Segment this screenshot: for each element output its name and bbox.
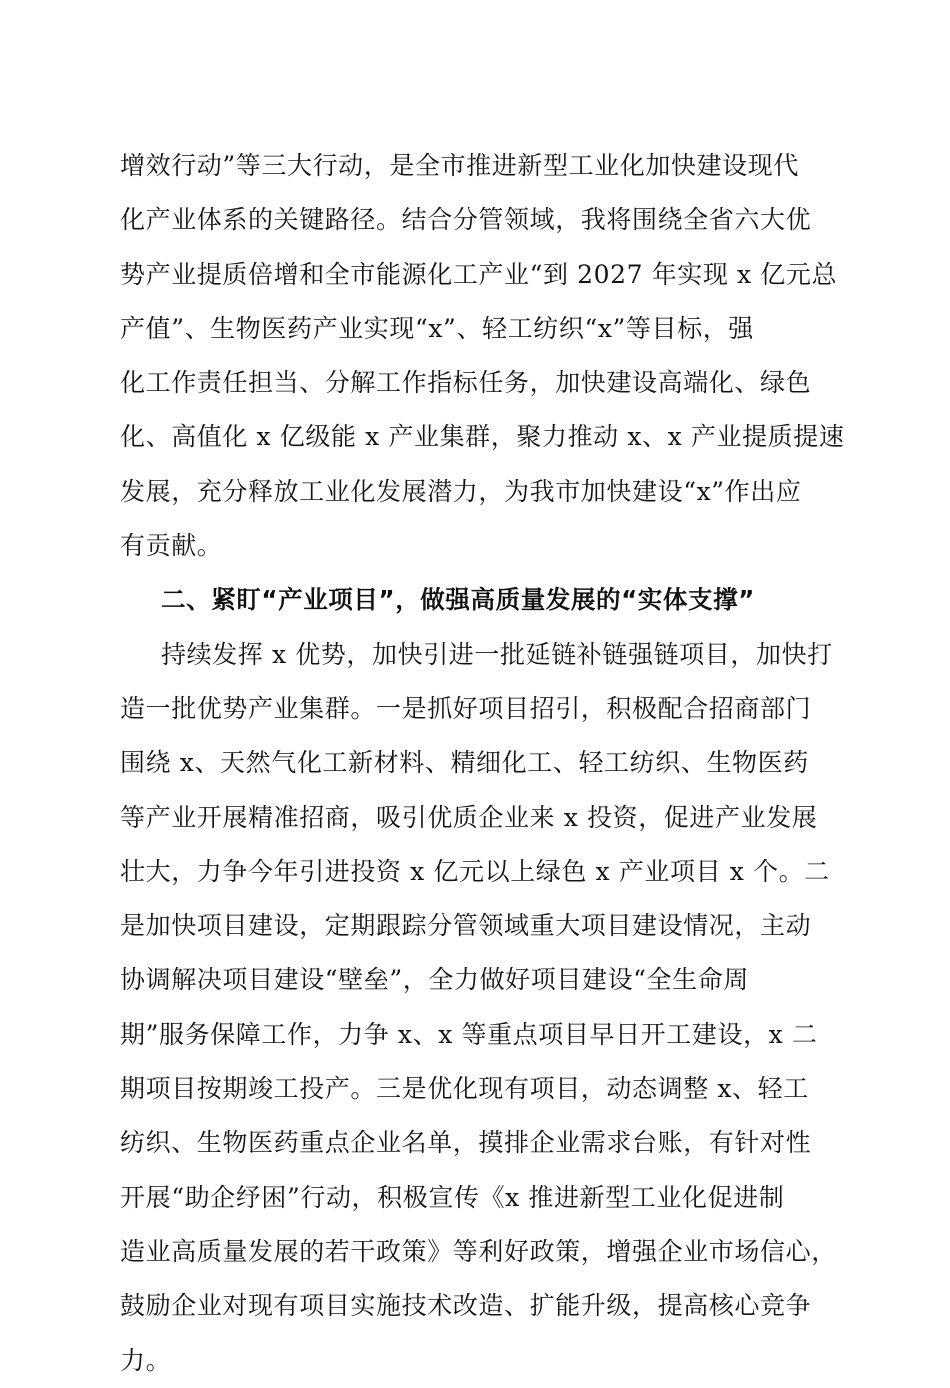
paragraph-line: 化工作责任担当、分解工作指标任务，加快建设高端化、绿色 — [120, 368, 812, 398]
paragraph-line: 等产业开展精准招商，吸引优质企业来 x 投资，促进产业发展 — [120, 802, 818, 832]
paragraph-line: 造业高质量发展的若干政策》等利好政策，增强企业市场信心， — [120, 1236, 837, 1266]
paragraph-line: 开展“助企纾困”行动，积极宣传《x 推进新型工业化促进制 — [120, 1182, 785, 1212]
section-heading: 二、紧盯“产业项目”，做强高质量发展的“实体支撑” — [161, 585, 755, 615]
paragraph-line: 化、高值化 x 亿级能 x 产业集群，聚力推动 x、x 产业提质提速 — [120, 422, 845, 452]
paragraph-line: 鼓励企业对现有项目实施技术改造、扩能升级，提高核心竞争 — [120, 1291, 812, 1321]
paragraph-line: 有贡献。 — [120, 531, 223, 561]
paragraph-line: 纺织、生物医药重点企业名单，摸排企业需求台账，有针对性 — [120, 1128, 812, 1158]
document-body — [120, 139, 845, 1388]
paragraph-2 — [120, 628, 837, 1388]
paragraph-line: 造一批优势产业集群。一是抓好项目招引，积极配合招商部门 — [120, 693, 812, 723]
paragraph-1 — [120, 139, 845, 573]
paragraph-line: 围绕 x、天然气化工新材料、精细化工、轻工纺织、生物医药 — [120, 748, 809, 778]
paragraph-line: 化产业体系的关键路径。结合分管领域，我将围绕全省六大优 — [120, 205, 812, 235]
paragraph-line: 增效行动”等三大行动，是全市推进新型工业化加快建设现代 — [120, 151, 799, 180]
paragraph-line: 壮大，力争今年引进投资 x 亿元以上绿色 x 产业项目 x 个。二 — [120, 856, 830, 886]
paragraph-line: 期项目按期竣工投产。三是优化现有项目，动态调整 x、轻工 — [120, 1074, 809, 1104]
paragraph-line: 是加快项目建设，定期跟踪分管领域重大项目建设情况，主动 — [120, 911, 812, 941]
paragraph-line: 发展，充分释放工业化发展潜力，为我市加快建设“x”作出应 — [120, 476, 802, 506]
paragraph-line: 力。 — [120, 1345, 172, 1375]
paragraph-line: 产值”、生物医药产业实现“x”、轻工纺织“x”等目标，强 — [120, 313, 754, 343]
paragraph-line: 期”服务保障工作，力争 x、x 等重点项目早日开工建设，x 二 — [120, 1019, 818, 1049]
paragraph-line: 持续发挥 x 优势，加快引进一批延链补链强链项目，加快打 — [161, 639, 833, 669]
paragraph-line: 协调解决项目建设“壁垒”，全力做好项目建设“全生命周 — [120, 965, 749, 995]
paragraph-line: 势产业提质倍增和全市能源化工产业“到 2027 年实现 x 亿元总 — [120, 259, 838, 289]
